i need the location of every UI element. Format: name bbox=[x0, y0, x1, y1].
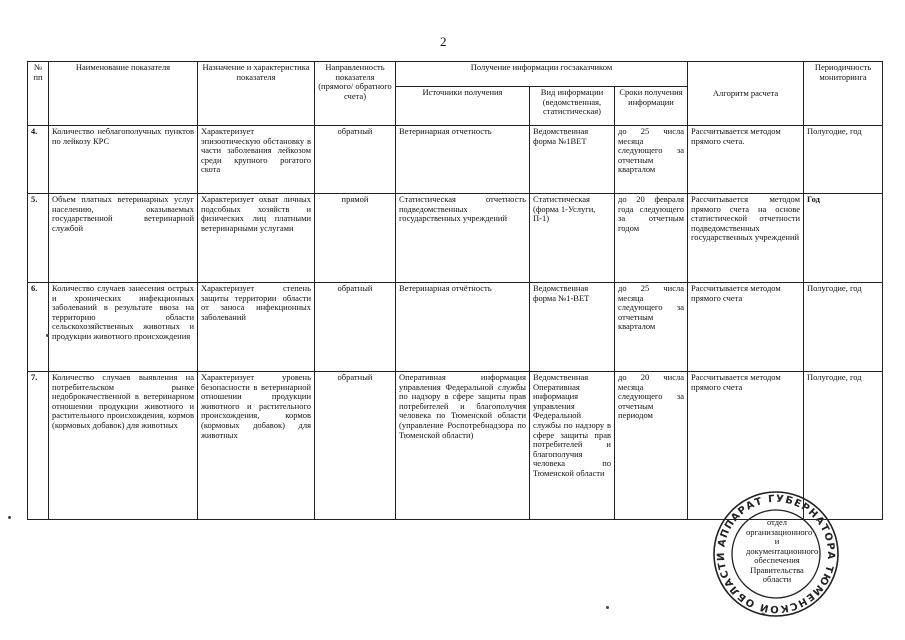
stamp-line: области bbox=[762, 574, 792, 585]
indicators-table bbox=[27, 61, 883, 520]
row-purpose: Характеризует уровень безопасности в ветеринарной отношении продукции животного и растительного происхождения, кормов (кормовых добавок) для животных bbox=[198, 372, 315, 520]
row-direction: обратный bbox=[315, 283, 396, 372]
row-direction: обратный bbox=[315, 372, 396, 520]
row-info-type: Ведомственная Оперативная информация управления Федеральной службы по надзору в сфере защиты прав потребителей и благополучия человека по Тюменской области bbox=[530, 372, 615, 520]
stamp-center-text bbox=[746, 517, 819, 585]
row-name: Количество случаев занесения острых и хронических инфекционных заболеваний в результате ввоза на территорию области сельскохозяйственных животных и продукции животного происхождения bbox=[49, 283, 198, 372]
row-direction: обратный bbox=[315, 126, 396, 194]
scan-speck bbox=[46, 334, 49, 337]
stamp-line: документационного bbox=[746, 545, 819, 556]
header-periodicity: Периодичность мониторинга bbox=[804, 62, 883, 126]
header-sources: Источники получения bbox=[396, 87, 530, 126]
row-algorithm: Рассчитывается методом прямого счета. bbox=[688, 126, 804, 194]
header-purpose: Назначение и характеристика показателя bbox=[198, 62, 315, 126]
row-num: 5. bbox=[28, 194, 49, 283]
row-source: Ветеринарная отчетность bbox=[396, 126, 530, 194]
header-direction: Направленность показателя (прямого/ обратного счета) bbox=[315, 62, 396, 126]
page-number: 2 bbox=[440, 34, 447, 49]
row-source: Ветеринарная отчётность bbox=[396, 283, 530, 372]
header-deadlines: Сроки получения информации bbox=[615, 87, 688, 126]
scan-speck bbox=[8, 516, 11, 519]
row-periodicity: Полугодие, год bbox=[804, 283, 883, 372]
row-direction: прямой bbox=[315, 194, 396, 283]
header-algorithm: Алгоритм расчета bbox=[688, 62, 804, 126]
stamp-ring-text: АППАРАТ ГУБЕРНАТОРА ТЮМЕНСКОЙ ОБЛАСТИ bbox=[715, 493, 837, 615]
header-source-group: Получение информации госзаказчиком bbox=[396, 62, 688, 87]
table-row bbox=[28, 283, 883, 372]
row-source: Оперативная информация управления Федеральной службы по надзору в сфере защиты прав потребителей и благополучия человека по Тюменской области (управление Роспотребнадзора по Тюменской области) bbox=[396, 372, 530, 520]
table-row bbox=[28, 194, 883, 283]
table-row bbox=[28, 126, 883, 194]
row-source: Статистическая отчетность подведомственных государственных учреждений bbox=[396, 194, 530, 283]
header-name: Наименование показателя bbox=[49, 62, 198, 126]
row-algorithm: Рассчитывается методом прямого счета на основе статистической отчетности подведомственных государственных учреждений bbox=[688, 194, 804, 283]
stamp-line: и bbox=[774, 536, 780, 547]
row-info-type: Статистическая (форма 1-Услуги, П-1) bbox=[530, 194, 615, 283]
row-info-type: Ведомственная форма №1-ВЕТ bbox=[530, 283, 615, 372]
row-num: 6. bbox=[28, 283, 49, 372]
row-deadline: до 20 февраля года следующего за отчетным годом bbox=[615, 194, 688, 283]
stamp-line: отдел bbox=[766, 517, 788, 527]
stamp-line: Правительства bbox=[750, 564, 804, 575]
row-purpose: Характеризует эпизоотическую обстановку в части заболевания лейкозом среди крупного рогатого скота bbox=[198, 126, 315, 194]
row-periodicity: Полугодие, год bbox=[804, 372, 883, 520]
row-info-type: Ведомственная форма №1ВЕТ bbox=[530, 126, 615, 194]
row-periodicity: Полугодие, год bbox=[804, 126, 883, 194]
row-deadline: до 20 числа месяца следующего за отчетным периодом bbox=[615, 372, 688, 520]
row-name: Количество случаев выявления на потребительском рынке недоброкачественной в ветеринарном отношении продукции животного и растительного происхождения, кормов (кормовых добавок) для животных bbox=[49, 372, 198, 520]
stamp-line: организационного bbox=[746, 526, 813, 537]
row-num: 7. bbox=[28, 372, 49, 520]
scan-speck bbox=[606, 606, 609, 609]
official-stamp bbox=[712, 490, 840, 618]
row-periodicity: Год bbox=[804, 194, 883, 283]
header-num: № пп bbox=[28, 62, 49, 126]
row-name: Объем платных ветеринарных услуг населению, оказываемых государственной ветеринарной службой bbox=[49, 194, 198, 283]
row-algorithm: Рассчитывается методом прямого счета bbox=[688, 283, 804, 372]
header-info-type: Вид информации (ведомственная, статистическая) bbox=[530, 87, 615, 126]
row-purpose: Характеризует охват личных подсобных хозяйств и физических лиц платными ветеринарными услугами bbox=[198, 194, 315, 283]
row-deadline: до 25 числа месяца следующего за отчетным кварталом bbox=[615, 283, 688, 372]
row-purpose: Характеризует степень защиты территории области от заноса инфекционных заболеваний bbox=[198, 283, 315, 372]
row-deadline: до 25 числа месяца следующего за отчетным кварталом bbox=[615, 126, 688, 194]
row-num: 4. bbox=[28, 126, 49, 194]
row-algorithm: Рассчитывается методом прямого счета bbox=[688, 372, 804, 520]
stamp-line: обеспечения bbox=[754, 555, 800, 566]
row-name: Количество неблагополучных пунктов по лейкозу КРС bbox=[49, 126, 198, 194]
